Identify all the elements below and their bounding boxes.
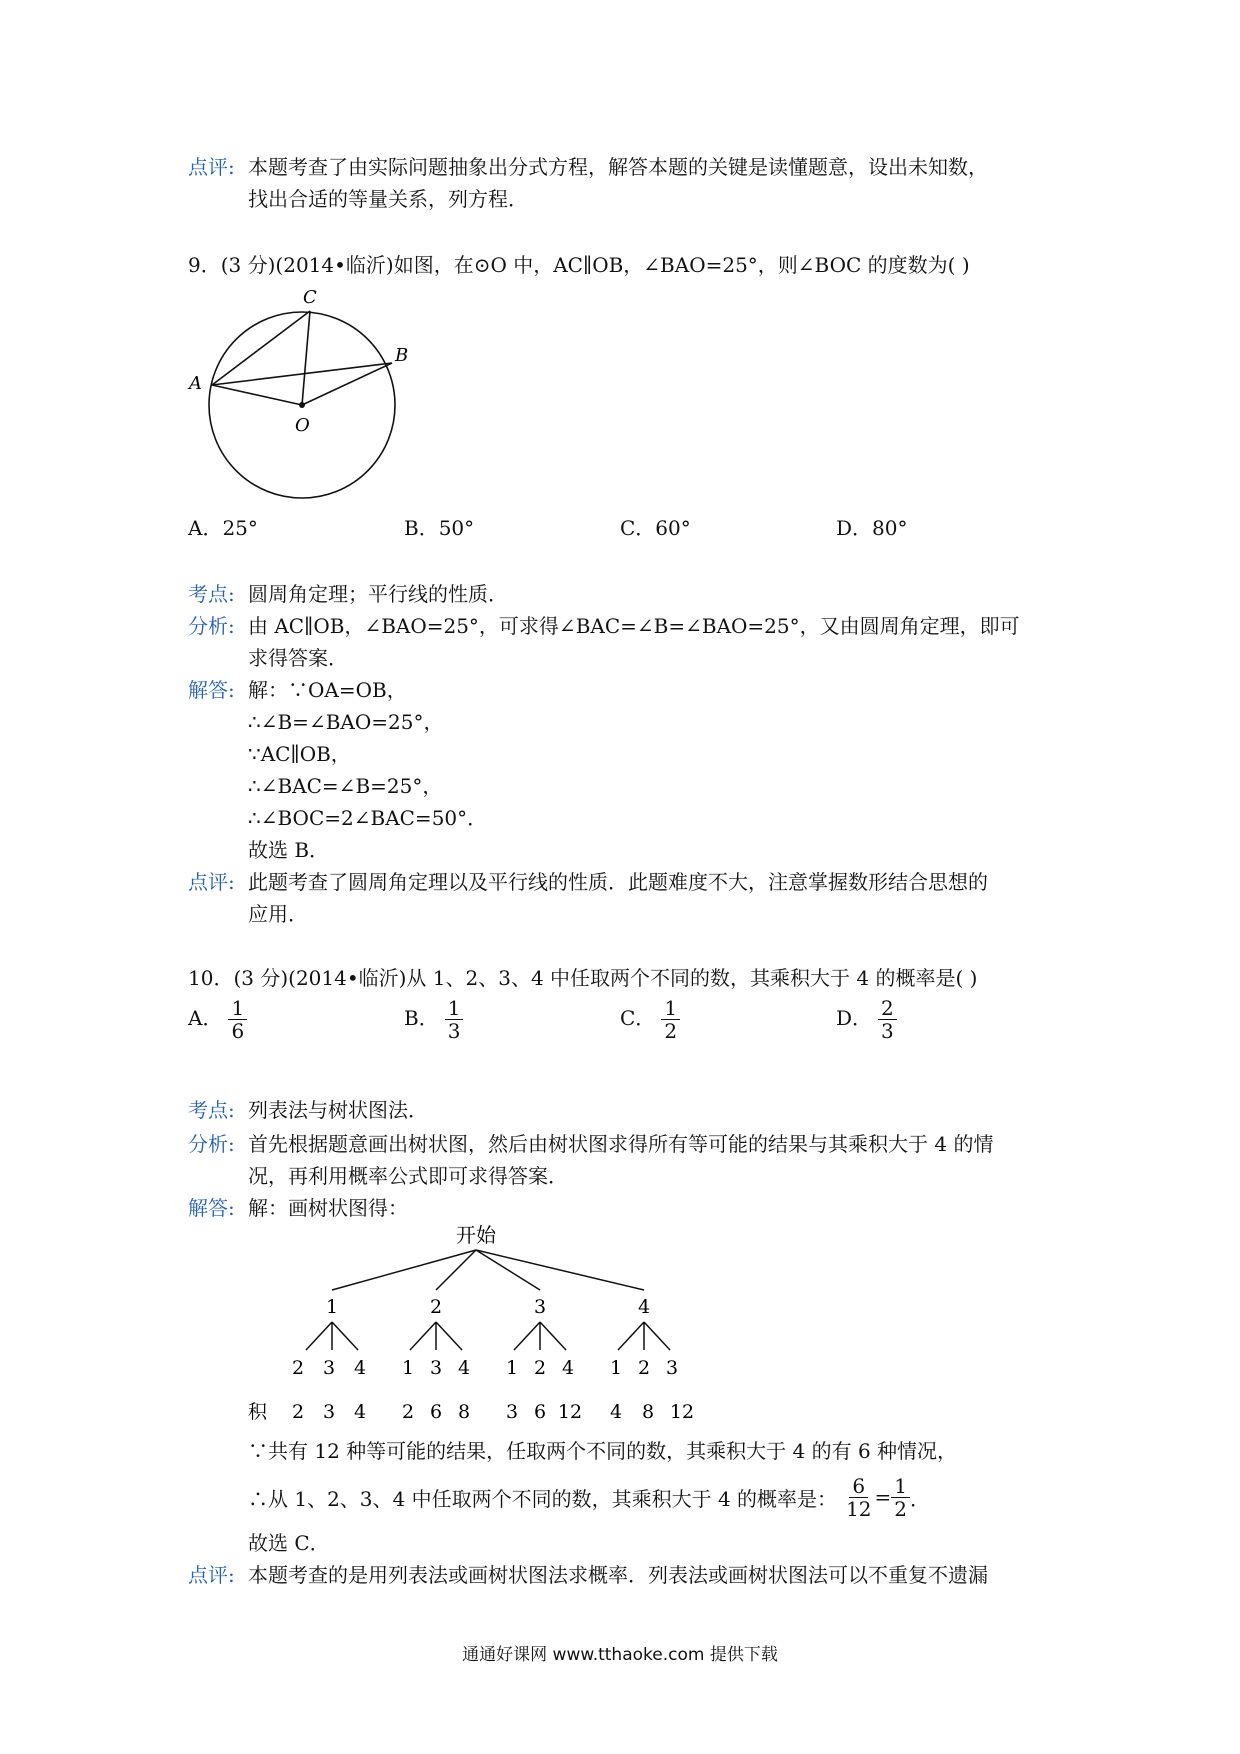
tree-second-3-3: 4 xyxy=(561,1357,575,1379)
q9-solution-line1: 解：∵OA=OB， xyxy=(248,678,407,702)
q10-label-jieda: 解答: xyxy=(188,1196,235,1220)
q10-solution-line1: ∵共有 12 种等可能的结果，任取两个不同的数，其乘积大于 4 的有 6 种情况， xyxy=(248,1439,958,1463)
q10-label-dianping: 点评: xyxy=(188,1563,235,1587)
q10-option-d-fraction xyxy=(878,997,897,1042)
q9-comment-line2: 应用． xyxy=(248,902,308,926)
tree-second-4-2: 2 xyxy=(637,1357,651,1379)
q10-solution-line2 xyxy=(248,1474,930,1520)
q9-label-dianping: 点评: xyxy=(188,870,235,894)
q9-kaodian: 圆周角定理；平行线的性质． xyxy=(248,582,508,606)
label-dianping: 点评: xyxy=(188,155,235,179)
q10-option-c-den: 2 xyxy=(664,1019,678,1043)
q10-option-b xyxy=(404,997,463,1042)
q9-comment-line1: 此题考查了圆周角定理以及平行线的性质．此题难度不大，注意掌握数形结合思想的 xyxy=(248,870,988,894)
q10-equals: = xyxy=(874,1485,892,1509)
q9-solution-line2: ∴∠B=∠BAO=25°， xyxy=(248,710,444,734)
q10-option-b-den: 3 xyxy=(447,1019,461,1043)
tree-product-3-1: 3 xyxy=(505,1401,519,1423)
q10-option-b-fraction xyxy=(445,997,464,1042)
q10-option-c-letter: C． xyxy=(620,1006,656,1030)
q10-option-c-fraction xyxy=(661,997,680,1042)
prev-comment-line1: 本题考查了由实际问题抽象出分式方程，解答本题的关键是读懂题意，设出未知数， xyxy=(248,155,988,179)
tree-second-2-3: 4 xyxy=(457,1357,471,1379)
prev-comment-line2: 找出合适的等量关系，列方程． xyxy=(248,187,528,211)
tree-product-1-3: 4 xyxy=(353,1401,367,1423)
q9-option-b: B．50° xyxy=(404,516,475,540)
q10-frac2-den: 2 xyxy=(894,1496,908,1521)
tree-first-1: 1 xyxy=(325,1296,339,1318)
q10-option-d-num: 2 xyxy=(878,997,897,1020)
tree-second-3-1: 1 xyxy=(505,1357,519,1379)
q10-label-kaodian: 考点: xyxy=(188,1098,235,1122)
q9-solution-line5: ∴∠BOC=2∠BAC=50°． xyxy=(248,806,488,830)
tree-second-1-1: 2 xyxy=(291,1357,305,1379)
q10-stem: 10．(3 分)(2014•临沂)从 1、2、3、4 中任取两个不同的数，其乘积大于 4 的概率是( ) xyxy=(188,966,978,990)
q10-option-c-num: 1 xyxy=(661,997,680,1020)
q10-frac1-num: 6 xyxy=(849,1475,868,1498)
tree-product-1-2: 3 xyxy=(322,1401,336,1423)
tree-product-2-2: 6 xyxy=(429,1401,443,1423)
q9-solution-line6: 故选 B． xyxy=(248,838,330,862)
q10-fenxi-line1: 首先根据题意画出树状图，然后由树状图求得所有等可能的结果与其乘积大于 4 的情 xyxy=(248,1132,994,1156)
q10-option-d-den: 3 xyxy=(881,1019,894,1043)
q10-option-a-letter: A． xyxy=(188,1006,223,1030)
q10-option-a xyxy=(188,997,247,1042)
tree-second-1-3: 4 xyxy=(353,1357,367,1379)
q10-frac-6-12 xyxy=(843,1475,874,1520)
tree-root: 开始 xyxy=(456,1223,496,1247)
q9-solution-line4: ∴∠BAC=∠B=25°， xyxy=(248,774,443,798)
q9-label-kaodian: 考点: xyxy=(188,582,235,606)
label-C: C xyxy=(303,287,317,308)
tree-product-4-1: 4 xyxy=(609,1401,623,1423)
q10-option-a-num: 1 xyxy=(228,997,247,1020)
tree-second-4-1: 1 xyxy=(609,1357,623,1379)
label-B: B xyxy=(395,345,409,366)
q9-fenxi-line2: 求得答案． xyxy=(248,646,348,670)
tree-second-4-3: 3 xyxy=(665,1357,679,1379)
q10-option-b-letter: B． xyxy=(404,1006,439,1030)
q9-label-jieda: 解答: xyxy=(188,678,235,702)
q10-option-d-letter: D． xyxy=(836,1006,873,1030)
probability-tree-diagram xyxy=(240,1218,740,1428)
q10-option-b-num: 1 xyxy=(445,997,464,1020)
q9-option-a: A．25° xyxy=(188,516,258,540)
q9-fenxi-line1: 由 AC∥OB，∠BAO=25°，可求得∠BAC=∠B=∠BAO=25°，又由圆周角定理，即可 xyxy=(248,614,1020,638)
tree-first-4: 4 xyxy=(637,1296,651,1318)
tree-second-3-2: 2 xyxy=(533,1357,547,1379)
q10-option-a-fraction xyxy=(228,997,247,1042)
tree-product-1-1: 2 xyxy=(291,1401,305,1423)
tree-second-1-2: 3 xyxy=(322,1357,336,1379)
q10-solution-line2-end: ． xyxy=(910,1486,931,1511)
tree-first-3: 3 xyxy=(533,1296,547,1318)
tree-product-label: 积 xyxy=(248,1401,268,1423)
tree-product-4-2: 8 xyxy=(641,1401,655,1423)
q10-option-d xyxy=(836,997,897,1042)
q10-frac1-den: 12 xyxy=(846,1496,872,1521)
tree-second-2-1: 1 xyxy=(401,1357,415,1379)
tree-second-2-2: 3 xyxy=(429,1357,443,1379)
q10-option-a-den: 6 xyxy=(231,1019,245,1043)
label-O: O xyxy=(295,415,310,436)
q10-fenxi-line2: 况，再利用概率公式即可求得答案． xyxy=(248,1164,568,1188)
q9-label-fenxi: 分析: xyxy=(188,614,235,638)
tree-product-4-3: 12 xyxy=(669,1401,695,1423)
label-A: A xyxy=(189,373,202,394)
tree-first-2: 2 xyxy=(429,1296,443,1318)
q10-kaodian: 列表法与树状图法． xyxy=(248,1098,428,1122)
q9-stem: 9．(3 分)(2014•临沂)如图，在⊙O 中，AC∥OB，∠BAO=25°，则∠BOC 的度数为( ) xyxy=(188,253,970,277)
q9-option-d: D．80° xyxy=(836,516,908,540)
tree-product-2-3: 8 xyxy=(457,1401,471,1423)
q9-solution-line3: ∵AC∥OB， xyxy=(248,742,351,766)
tree-product-2-1: 2 xyxy=(401,1401,415,1423)
q10-frac-1-2 xyxy=(891,1475,910,1520)
q10-solution-line2-text: ∴从 1、2、3、4 中任取两个不同的数，其乘积大于 4 的概率是： xyxy=(248,1486,838,1511)
q10-option-c xyxy=(620,997,680,1042)
q9-option-c: C．60° xyxy=(620,516,691,540)
q10-label-fenxi: 分析: xyxy=(188,1132,235,1156)
tree-product-3-3: 12 xyxy=(557,1401,583,1423)
page-footer: 通通好课网 www.tthaoke.com 提供下载 xyxy=(462,1645,778,1665)
q10-solution-line3: 故选 C． xyxy=(248,1531,330,1555)
q10-solution-intro: 解：画树状图得： xyxy=(248,1196,408,1220)
q9-circle-figure xyxy=(185,285,415,515)
q10-comment-line1: 本题考查的是用列表法或画树状图法求概率．列表法或画树状图法可以不重复不遗漏 xyxy=(248,1563,988,1587)
tree-product-3-2: 6 xyxy=(533,1401,547,1423)
q10-frac2-num: 1 xyxy=(891,1475,910,1498)
